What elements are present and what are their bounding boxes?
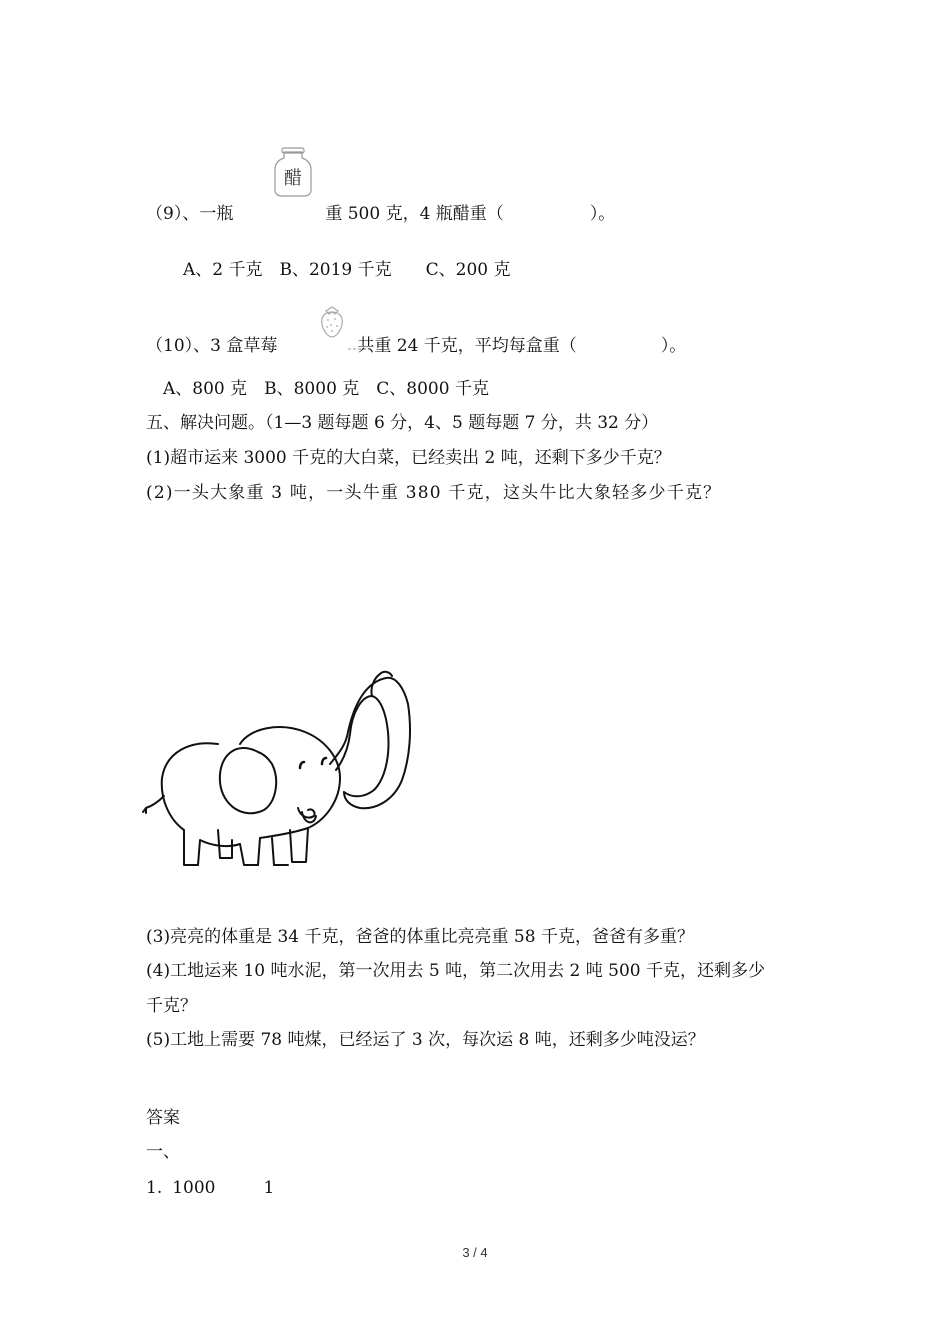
- vinegar-jar-icon: [270, 146, 316, 198]
- section5-title: 五、解决问题。（1—3 题每题 6 分，4、5 题每题 7 分，共 32 分）: [146, 413, 659, 433]
- answer-1-value-2: 1: [263, 1178, 275, 1198]
- q10-prefix: （10）、3 盒草莓: [146, 336, 278, 356]
- problem-2: (2)一头大象重 3 吨，一头牛重 380 千克，这头牛比大象轻多少千克？: [146, 483, 722, 503]
- q9-suffix: 重 500 克，4 瓶醋重（: [325, 204, 504, 224]
- answers-part-1: 一、: [146, 1142, 180, 1162]
- svg-text:醋: 醋: [284, 168, 302, 189]
- problem-1: (1)超市运来 3000 千克的大白菜，已经卖出 2 吨，还剩下多少千克？: [146, 448, 671, 468]
- answer-1-number: 1.: [146, 1178, 163, 1198]
- problem-4-line1: (4)工地运来 10 吨水泥，第一次用去 5 吨，第二次用去 2 吨 500 千克，还剩多少: [146, 961, 766, 981]
- q10-options: A、800 克 B、8000 克 C、8000 千克: [163, 379, 489, 399]
- problem-4-line2: 千克？: [146, 996, 197, 1016]
- page-number: 3 / 4: [462, 1245, 488, 1260]
- q9-end: ）。: [589, 204, 616, 224]
- answer-1-value-1: 1000: [172, 1178, 216, 1198]
- answers-title: 答案: [146, 1108, 180, 1128]
- q10-end: ）。: [660, 336, 687, 356]
- problem-5: (5)工地上需要 78 吨煤，已经运了 3 次，每次运 8 吨，还剩多少吨没运？: [146, 1030, 705, 1050]
- q10-suffix: 共重 24 千克，平均每盒重（: [357, 336, 577, 356]
- elephant-icon: [140, 660, 420, 875]
- q9-options: A、2 千克 B、2019 千克 C、200 克: [183, 260, 511, 280]
- problem-3: (3)亮亮的体重是 34 千克，爸爸的体重比亮亮重 58 千克，爸爸有多重？: [146, 927, 694, 947]
- q9-prefix: （9）、一瓶: [146, 204, 234, 224]
